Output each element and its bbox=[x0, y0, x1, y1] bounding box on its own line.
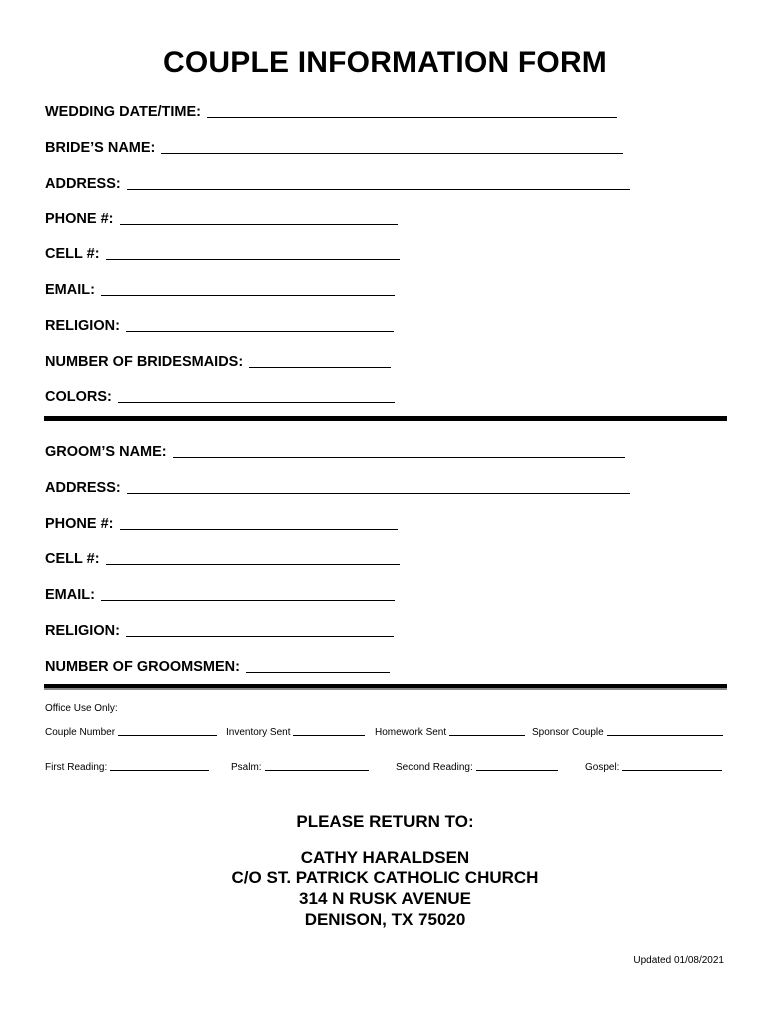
groom-phone-line[interactable] bbox=[120, 529, 398, 530]
groomsmen-line[interactable] bbox=[246, 672, 390, 673]
homework-sent-label: Homework Sent bbox=[375, 727, 447, 738]
sponsor-couple-field[interactable] bbox=[532, 727, 723, 738]
groom-cell-label: CELL #: bbox=[45, 551, 100, 567]
sponsor-couple-line[interactable] bbox=[607, 735, 723, 736]
bride-cell-field[interactable] bbox=[45, 242, 400, 262]
bride-email-line[interactable] bbox=[101, 295, 395, 296]
couple-number-line[interactable] bbox=[118, 735, 217, 736]
gospel-label: Gospel: bbox=[585, 762, 620, 773]
groom-religion-field[interactable] bbox=[45, 619, 394, 639]
groomsmen-field[interactable] bbox=[45, 655, 390, 675]
sponsor-couple-label: Sponsor Couple bbox=[532, 727, 604, 738]
bride-phone-line[interactable] bbox=[120, 224, 398, 225]
psalm-line[interactable] bbox=[265, 770, 369, 771]
bride-cell-line[interactable] bbox=[106, 259, 400, 260]
bride-email-field[interactable] bbox=[45, 278, 395, 298]
return-street: 314 N RUSK AVENUE bbox=[299, 889, 471, 908]
grooms-name-line[interactable] bbox=[173, 457, 625, 458]
bride-phone-field[interactable] bbox=[45, 207, 398, 227]
return-heading: PLEASE RETURN TO: bbox=[296, 812, 474, 831]
wedding-date-line[interactable] bbox=[207, 117, 617, 118]
bride-cell-label: CELL #: bbox=[45, 246, 100, 262]
colors-label: COLORS: bbox=[45, 389, 112, 405]
wedding-date-label: WEDDING DATE/TIME: bbox=[45, 104, 201, 120]
form-title: COUPLE INFORMATION FORM bbox=[162, 46, 607, 79]
colors-field[interactable] bbox=[45, 385, 395, 405]
second-reading-label: Second Reading: bbox=[396, 762, 473, 773]
groom-phone-label: PHONE #: bbox=[45, 516, 114, 532]
bridesmaids-field[interactable] bbox=[45, 350, 391, 370]
groom-address-field[interactable] bbox=[45, 476, 630, 496]
bride-religion-label: RELIGION: bbox=[45, 318, 120, 334]
groom-religion-label: RELIGION: bbox=[45, 623, 120, 639]
gospel-line[interactable] bbox=[622, 770, 722, 771]
inventory-sent-field[interactable] bbox=[226, 727, 365, 738]
grooms-name-label: GROOM’S NAME: bbox=[45, 444, 167, 460]
brides-name-label: BRIDE’S NAME: bbox=[45, 140, 156, 156]
groom-email-field[interactable] bbox=[45, 583, 395, 603]
return-org: C/O ST. PATRICK CATHOLIC CHURCH bbox=[231, 868, 539, 887]
groom-address-line[interactable] bbox=[127, 493, 630, 494]
return-city: DENISON, TX 75020 bbox=[304, 910, 466, 929]
second-reading-line[interactable] bbox=[476, 770, 558, 771]
bride-phone-label: PHONE #: bbox=[45, 211, 114, 227]
brides-name-field[interactable] bbox=[45, 136, 623, 156]
bride-email-label: EMAIL: bbox=[45, 282, 95, 298]
groom-religion-line[interactable] bbox=[126, 636, 394, 637]
first-reading-line[interactable] bbox=[110, 770, 209, 771]
groom-cell-line[interactable] bbox=[106, 564, 400, 565]
inventory-sent-line[interactable] bbox=[293, 735, 365, 736]
bride-address-field[interactable] bbox=[45, 172, 630, 192]
second-reading-field[interactable] bbox=[396, 762, 558, 773]
colors-line[interactable] bbox=[118, 402, 395, 403]
groom-phone-field[interactable] bbox=[45, 512, 398, 532]
wedding-date-field[interactable] bbox=[45, 100, 617, 120]
groom-address-label: ADDRESS: bbox=[45, 480, 121, 496]
bride-address-line[interactable] bbox=[127, 189, 630, 190]
couple-number-field[interactable] bbox=[45, 727, 217, 738]
first-reading-field[interactable] bbox=[45, 762, 209, 773]
homework-sent-line[interactable] bbox=[449, 735, 525, 736]
bridesmaids-line[interactable] bbox=[249, 367, 391, 368]
brides-name-line[interactable] bbox=[161, 153, 623, 154]
groom-email-label: EMAIL: bbox=[45, 587, 95, 603]
updated-date: Updated 01/08/2021 bbox=[633, 955, 724, 966]
bride-religion-field[interactable] bbox=[45, 314, 394, 334]
grooms-name-field[interactable] bbox=[45, 440, 625, 460]
psalm-field[interactable] bbox=[231, 762, 369, 773]
couple-number-label: Couple Number bbox=[45, 727, 116, 738]
groom-cell-field[interactable] bbox=[45, 547, 400, 567]
psalm-label: Psalm: bbox=[231, 762, 262, 773]
gospel-field[interactable] bbox=[585, 762, 722, 773]
office-use-heading: Office Use Only: bbox=[45, 703, 118, 714]
homework-sent-field[interactable] bbox=[375, 727, 525, 738]
return-name: CATHY HARALDSEN bbox=[300, 848, 470, 867]
first-reading-label: First Reading: bbox=[45, 762, 108, 773]
bride-address-label: ADDRESS: bbox=[45, 176, 121, 192]
bridesmaids-label: NUMBER OF BRIDESMAIDS: bbox=[45, 354, 244, 370]
groomsmen-label: NUMBER OF GROOMSMEN: bbox=[45, 659, 240, 675]
groom-email-line[interactable] bbox=[101, 600, 395, 601]
office-divider bbox=[44, 684, 727, 688]
section-divider bbox=[44, 416, 727, 421]
bride-religion-line[interactable] bbox=[126, 331, 394, 332]
inventory-sent-label: Inventory Sent bbox=[226, 727, 291, 738]
